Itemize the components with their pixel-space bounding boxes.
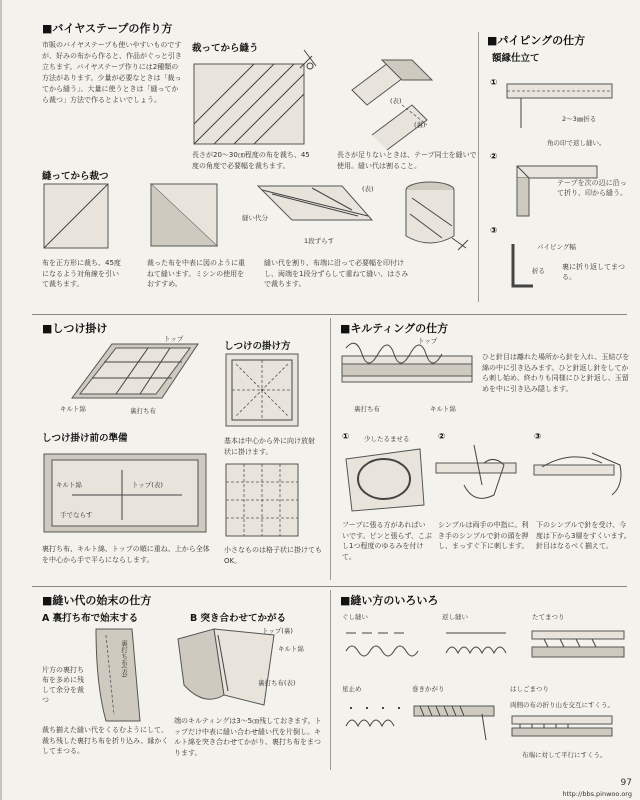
stitches-title: ■縫い方のいろいろ <box>340 594 439 607</box>
stitch-whip-illustration <box>412 700 502 740</box>
divider-vertical-top <box>478 32 479 302</box>
seam-b-illustration <box>174 625 284 710</box>
bias-step1-text: 布を正方形に裁ち、45度になるよう対角線を引いて裁ちます。 <box>42 259 121 288</box>
stitch-blind-label: たてまつり <box>532 613 565 621</box>
bias-step3-text: 縫い代を割り、布端に沿って必要幅を印付けし、両端を1段分ずらして重ねて縫い、はさみで裁ちます。 <box>264 259 409 288</box>
divider-vertical-bottom <box>330 590 331 770</box>
basting-radial-illustration <box>222 350 302 430</box>
quilting-title: ■キルティングの仕方 <box>340 322 449 335</box>
quilting-label-loose: 少したるませる <box>364 435 410 443</box>
quilting-stitch-illustration <box>532 445 627 515</box>
piping-label-width: パイピング幅 <box>537 243 576 251</box>
quilting-step3-text: 下のシンブルで針を受け、今度は下から3層をすくいます。針目はなるべく揃えて。 <box>536 521 631 550</box>
stitch-parallel-note: 布端に対して平行にすくう。 <box>522 751 607 759</box>
bias-intro: 市販のバイヤステープも使いやすいものですが、好みの布から作ると、作品がぐっと引き立ちます。バイヤステープ作りには2種類の方法があります。少量が必要なときは「裁ってから縫う」、大量に使うときは「縫ってから裁つ」方法で作るとよいでしょう。 <box>42 41 182 104</box>
bias-tube-illustration <box>402 178 472 258</box>
bias-label-back: (裏) <box>414 121 426 129</box>
quilting-step1-num: ① <box>342 432 350 442</box>
seam-b-text: 端のキルティングは3～5㎝残しておきます。トップだけ中表に縫い合わせ縫い代を片倒し。キルト綿を突き合わせてかがり、裏打ち布をまつります。 <box>174 717 322 757</box>
basting-method-text: 基本は中心から外に向け放射状に掛けます。 <box>224 437 315 456</box>
bias-cut-text: 長さが20～30㎝程度の布を裁ち、45度の角度で必要幅を裁ちます。 <box>192 151 310 170</box>
piping-note1b: 角の印で返し縫い。 <box>547 139 606 147</box>
seam-a-text: 裁ち揃えた縫い代をくるむようにして、裁ち残した裏打ち布を折り込み、縁かくしてまつる。 <box>42 726 169 755</box>
stitch-backstitch-illustration <box>442 625 512 665</box>
seam-a-label-backing: 裏打ち布(表) <box>120 640 128 678</box>
bias-join-text: 長さが足りないときは、テープ同士を縫いで使用。縫い代は割ること。 <box>337 151 477 170</box>
basting-sub-prep: しつけ掛け前の準備 <box>42 433 128 444</box>
page-number: 97 <box>620 778 632 788</box>
basting-grid-illustration <box>222 460 302 540</box>
basting-title: ■しつけ掛け <box>42 322 108 335</box>
seam-a-label-extra: 片方の裏打ち布を多めに残して余分を裁つ <box>42 666 84 704</box>
bias-label-seam-allowance: 縫い代分 <box>242 214 268 222</box>
piping-label-fold: 折る <box>532 267 545 275</box>
basting-prep-batting: キルト綿 <box>56 481 82 489</box>
seam-sub-a: A 裏打ち布で始末する <box>42 613 139 624</box>
bias-label-front: (表) <box>390 97 402 105</box>
bias-step2-text: 裁った布を中表に図のように重ねて縫います。ミシンの使用をおすすめ。 <box>147 259 245 288</box>
bias-cut-fabric-illustration <box>192 60 312 150</box>
seam-sub-b: B 突き合わせてかがる <box>190 613 287 624</box>
quilting-step3-num: ③ <box>534 432 542 442</box>
bias-label-one-row: 1段ずらす <box>304 237 335 245</box>
divider-horizontal-2 <box>32 586 627 587</box>
seam-title: ■縫い代の始末の仕方 <box>42 594 152 607</box>
bias-sub-cut-then-sew: 裁ってから縫う <box>192 43 259 54</box>
piping-step1-num: ① <box>490 78 498 88</box>
seam-b-label-backing: 裏打ち布(表) <box>258 679 296 687</box>
bias-join-illustration <box>342 50 472 140</box>
quilting-step2-text: シンブルは両手の中指に。利き手のシンブルで針の頭を押し、まっすぐ下に刺します。 <box>438 521 529 550</box>
basting-prep-text: 裏打ち布、キルト綿、トップの順に重ね、上から全体を中心から手で平らにならします。 <box>42 545 210 564</box>
piping-step3-num: ③ <box>490 226 498 236</box>
basting-prep-smooth: 手でならす <box>60 511 93 519</box>
basting-grid-text: 小さなものは格子状に掛けてもOK。 <box>224 546 322 565</box>
piping-note2: テープを次の辺に沿って折り、印から縫う。 <box>557 179 627 197</box>
piping-step3-illustration <box>507 240 537 290</box>
bias-sub-sew-then-cut: 縫ってから裁つ <box>42 171 109 182</box>
quilting-label-batting: キルト綿 <box>430 405 456 413</box>
seam-b-label-top: トップ(裏) <box>262 627 293 635</box>
stitch-prick-label: 星止め <box>342 685 362 693</box>
stitch-ladder-illustration <box>510 712 620 742</box>
stitch-blind-illustration <box>530 625 630 670</box>
quilting-layers-illustration <box>342 340 477 400</box>
quilting-intro: ひと針目は離れた場所から針を入れ、玉結びを綿の中に引き込みます。ひと針返し針をしてから刺し始め、終わりも同様にひと針返し、玉留めを中に引き込み隠します。 <box>482 353 630 393</box>
quilting-label-top: トップ <box>418 337 438 345</box>
stitch-backstitch-label: 返し縫い <box>442 613 468 621</box>
stitch-ladder-note: 両側の布の折り山を交互にすくう。 <box>510 701 614 709</box>
stitch-ladder-label: はしごまつり <box>510 685 549 693</box>
quilting-step1-text: フープに張る方があればいいです。ピンと張らず、こぶし1つ程度のゆるみを付けて。 <box>342 521 432 561</box>
stitch-running-label: ぐし縫い <box>342 613 368 621</box>
piping-title: ■パイピングの仕方 <box>487 34 586 47</box>
basting-prep-top: トップ(表) <box>132 481 163 489</box>
bias-step1-square <box>42 182 112 252</box>
basting-label-batting: キルト綿 <box>60 405 86 413</box>
bias-step2-triangles <box>147 180 227 250</box>
basting-layers-illustration <box>52 340 202 410</box>
bias-tape-title: ■バイヤステープの作り方 <box>42 22 173 35</box>
stitch-prick-illustration <box>342 700 422 740</box>
basting-prep-illustration <box>42 450 212 535</box>
seam-b-label-batting: キルト綿 <box>278 645 304 653</box>
piping-sub: 額縁仕立て <box>492 53 540 64</box>
footer-url[interactable]: http://bbs.pinwoo.org <box>562 790 632 798</box>
quilting-label-backing: 裏打ち布 <box>354 405 380 413</box>
piping-step2-num: ② <box>490 152 498 162</box>
bias-label-front2: (表) <box>362 185 374 193</box>
basting-label-top: トップ <box>164 335 184 343</box>
divider-horizontal-1 <box>32 314 627 315</box>
stitch-whip-label: 巻きかがり <box>412 685 445 693</box>
stitch-running-illustration <box>342 625 422 665</box>
piping-note3: 裏に折り返してまつる。 <box>562 263 625 281</box>
piping-note1: 2～3㎜折る <box>562 115 597 123</box>
quilting-step2-num: ② <box>438 432 446 442</box>
divider-vertical-mid <box>330 318 331 580</box>
quilting-hoop-illustration <box>342 445 427 515</box>
basting-sub-method: しつけの掛け方 <box>224 341 291 352</box>
quilting-thimble-illustration <box>434 445 524 515</box>
basting-label-backing: 裏打ち布 <box>130 407 156 415</box>
